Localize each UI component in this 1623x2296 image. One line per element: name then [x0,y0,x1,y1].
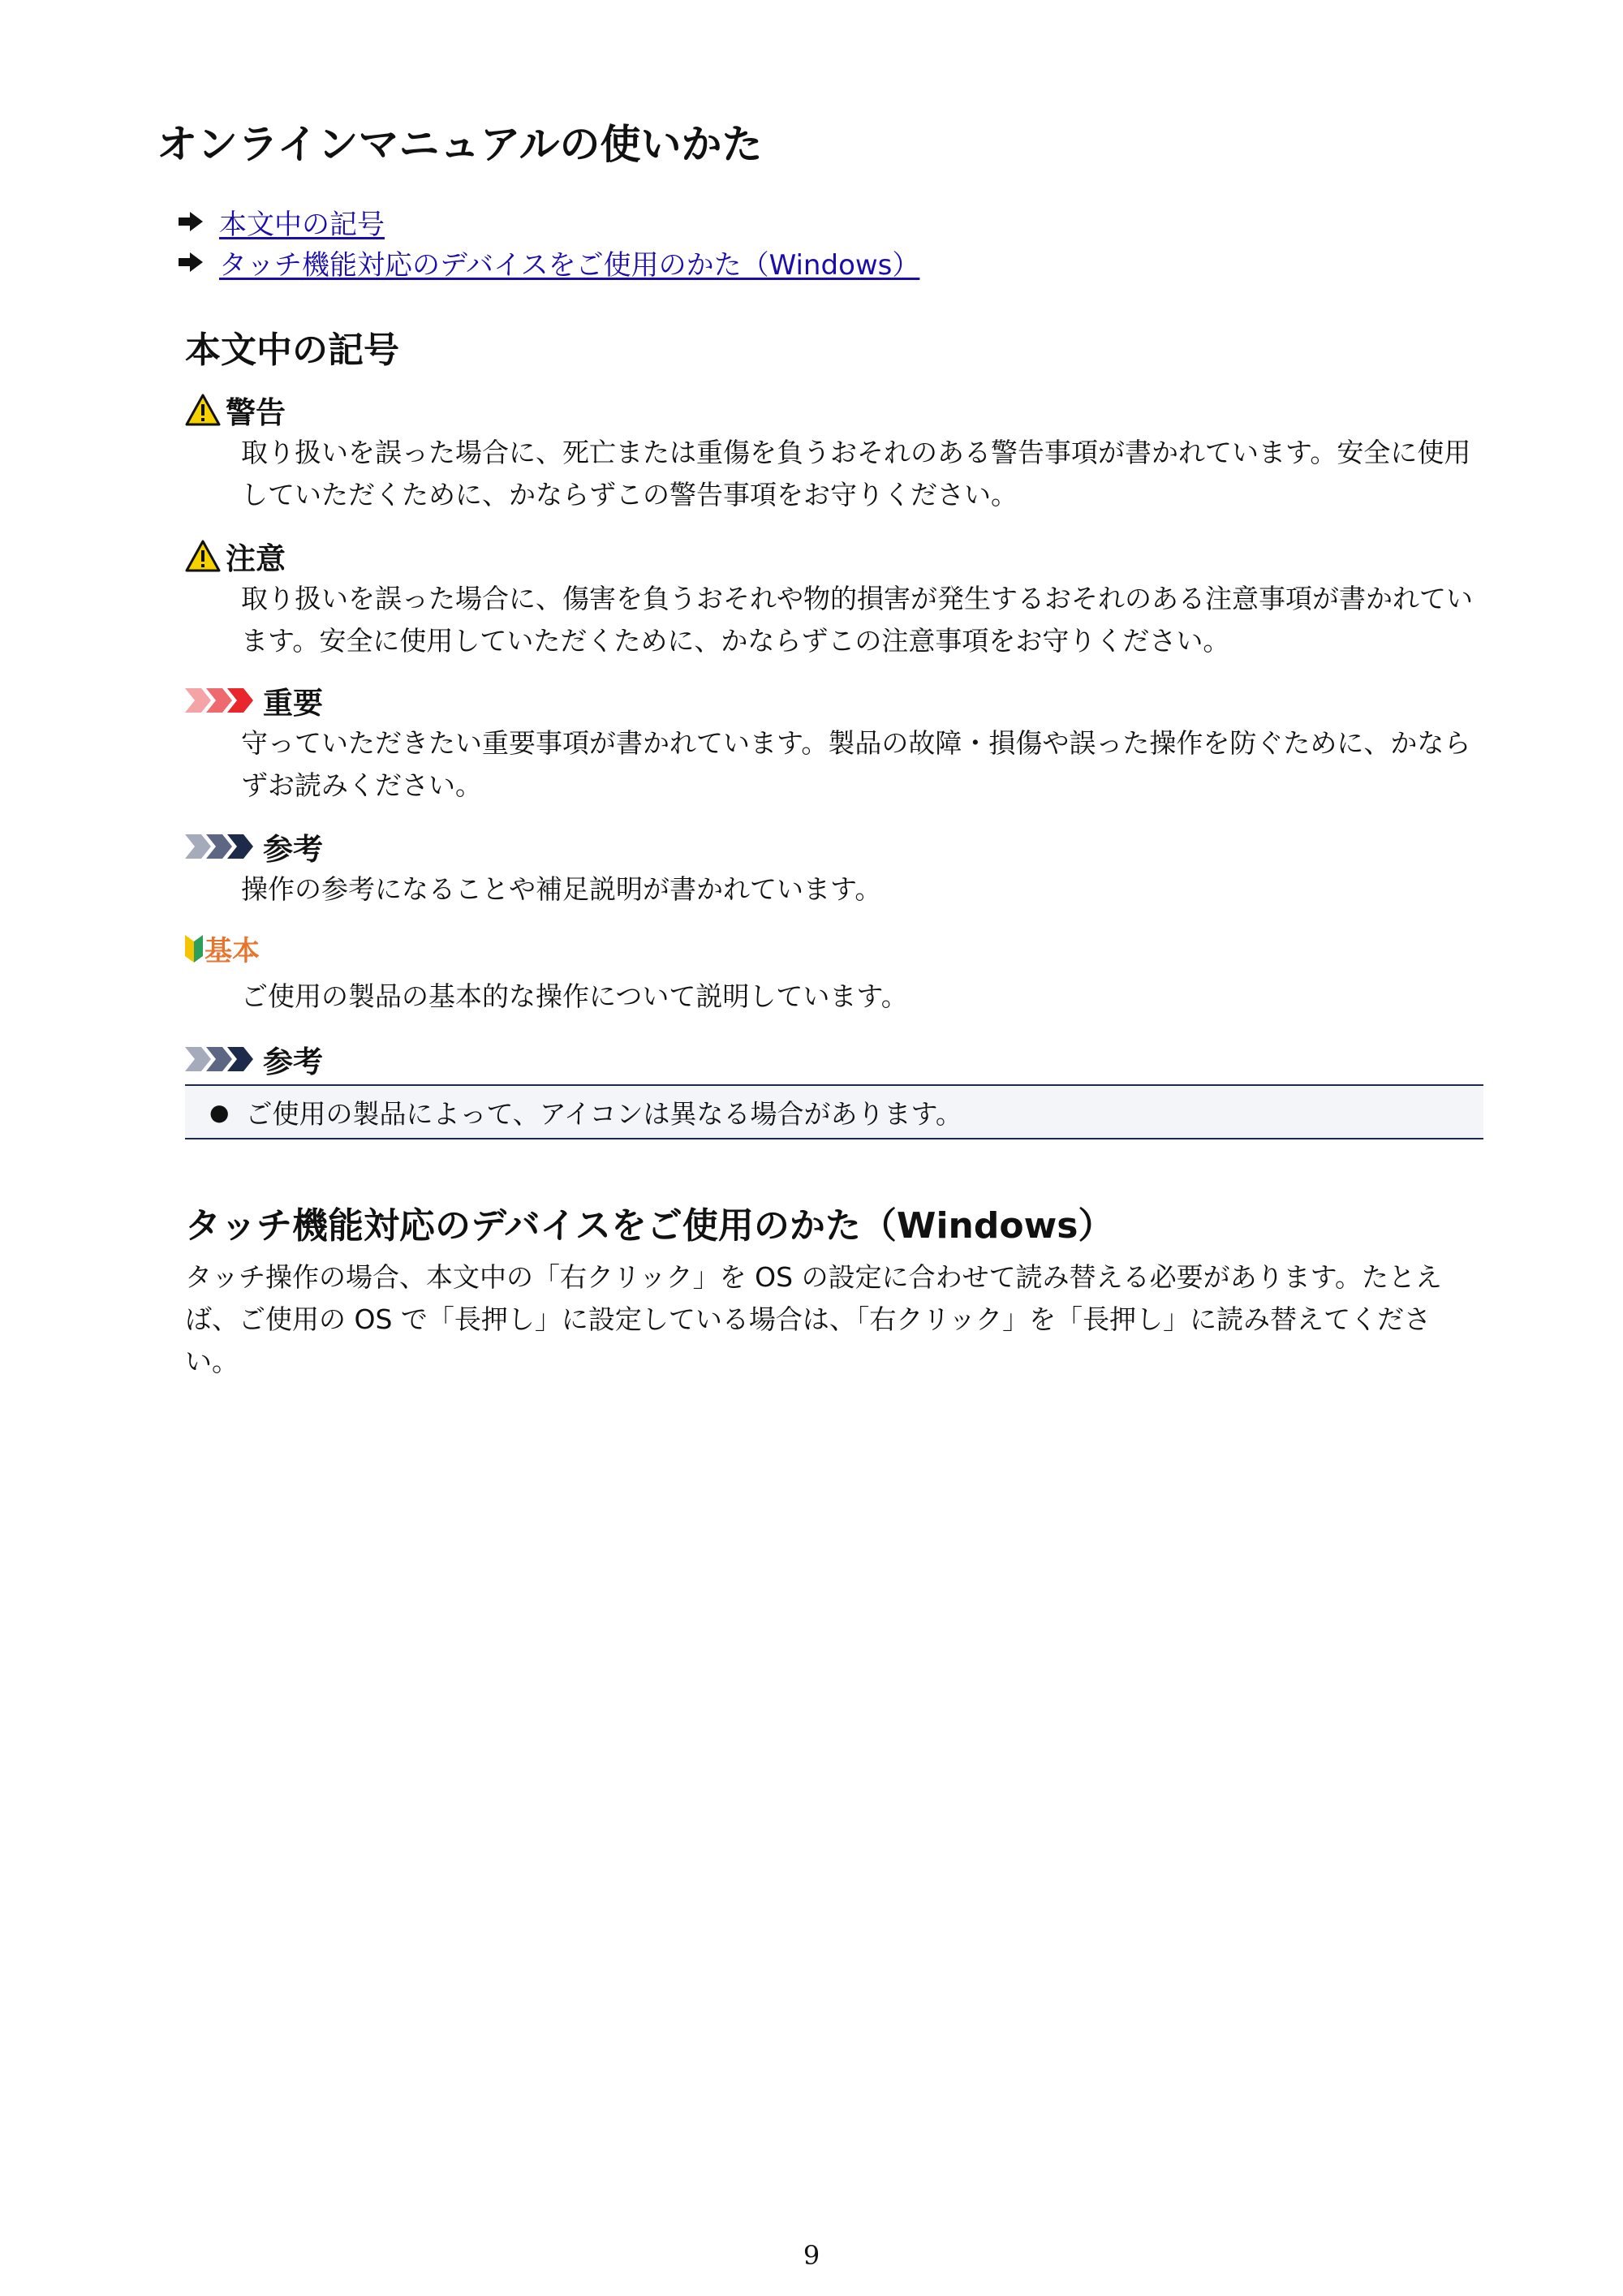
reference-note-text: ご使用の製品によって、アイコンは異なる場合があります。 [245,1097,962,1130]
toc-item[interactable] [179,201,919,242]
warning-triangle-icon [185,394,221,426]
section-heading-symbols: 本文中の記号 [185,330,399,371]
page-title: オンラインマニュアルの使いかた [157,121,763,168]
important-label-text: 重要 [263,686,323,721]
table-of-contents [179,201,919,282]
bullet-icon: ● [209,1098,230,1126]
reference-description: 操作の参考になることや補足説明が書かれています。 [241,873,882,905]
reference-chevrons-icon [185,1047,253,1071]
reference-note-box [185,1084,1483,1139]
toc-item[interactable] [179,242,919,282]
arrow-right-icon [179,212,219,231]
reference-label-text-2: 参考 [263,1045,323,1079]
important-description: 守っていただきたい重要事項が書かれています。製品の故障・損傷や誤った操作を防ぐために、かならずお読みください。 [241,727,1471,801]
caution-label [185,534,286,578]
arrow-right-icon [179,252,219,272]
warning-description: 取り扱いを誤った場合に、死亡または重傷を負うおそれのある警告事項が書かれています。安全に使用していただくために、かならずこの警告事項をお守りください。 [241,437,1471,510]
basic-label-text: 基本 [204,935,260,967]
important-chevrons-icon [185,688,253,713]
reference-chevrons-icon [185,834,253,859]
caution-label-text: 注意 [226,541,286,576]
toc-link-symbols[interactable]: 本文中の記号 [219,208,385,241]
reference-label-2 [185,1037,323,1081]
reference-label-text: 参考 [263,832,323,867]
reference-label [185,825,323,868]
section-heading-touch-devices: タッチ機能対応のデバイスをご使用のかた（Windows） [185,1205,1114,1247]
page-number: 9 [803,2240,820,2271]
caution-triangle-icon [185,540,221,572]
touch-devices-description: タッチ操作の場合、本文中の「右クリック」を OS の設定に合わせて読み替える必要があります。たとえば、ご使用の OS で「長押し」に設定している場合は、「右クリック」を「長押し」に読み替えてください。 [185,1261,1442,1377]
caution-description: 取り扱いを誤った場合に、傷害を負うおそれや物的損害が発生するおそれのある注意事項が書かれています。安全に使用していただくために、かならずこの注意事項をお守りください。 [241,583,1473,657]
toc-link-touch-devices[interactable]: タッチ機能対応のデバイスをご使用のかた（Windows） [219,248,920,282]
warning-label-text: 警告 [226,395,286,430]
beginner-mark-icon [185,935,203,963]
important-label [185,678,323,722]
basic-description: ご使用の製品の基本的な操作について説明しています。 [241,980,908,1012]
warning-label [185,388,286,432]
basic-label [185,928,260,968]
